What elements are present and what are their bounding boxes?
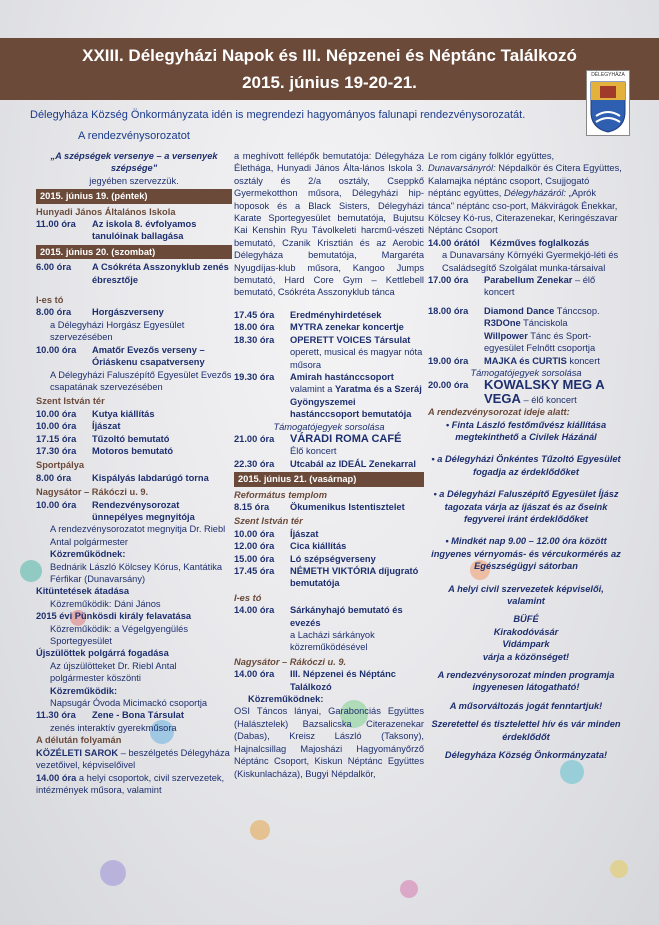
- event-item: 17.00 óra Parabellum Zenekar – élő koncert: [428, 275, 596, 298]
- event-desc: zenés interaktív gyerekműsora: [50, 722, 177, 733]
- note-invite: Szeretettel és tisztelettel hív és vár minden érdeklődőt: [431, 719, 621, 742]
- day-header-sunday: 2015. június 21. (vasárnap): [234, 472, 424, 486]
- event-desc: Élő koncert: [290, 446, 337, 457]
- event-desc: Az újszülötteket Dr. Riebl Antal polgármester köszönti: [50, 660, 177, 684]
- decor-bubble: [400, 880, 418, 898]
- note-firefighters: • a Délegyházi Önkéntes Tűzoltó Egyesület fogadja az érdeklődőket: [431, 454, 621, 477]
- event-item: 17.30 óra Motoros bemutató: [36, 445, 174, 456]
- header-title: XXIII. Délegyházi Napok és III. Népzenei és Néptánc Találkozó: [82, 46, 577, 65]
- location-ies-to: I-es tó: [234, 592, 262, 603]
- location-ies-to: I-es tó: [36, 295, 64, 306]
- intro-text: Délegyháza Község Önkormányzata idén is megrendezi hagyományos falunapi rendezvénysorozatát.: [30, 109, 526, 121]
- location-szent-istvan: Szent István tér: [234, 516, 303, 527]
- event-item: 19.00 óra MAJKA és CURTIS koncert: [428, 355, 600, 366]
- column-2: [234, 150, 424, 780]
- event-item: 17.15 óra Tűzoltó bemutató: [36, 433, 170, 444]
- location-nagysator: Nagysátor – Rákóczi u. 9.: [234, 656, 347, 667]
- contributors-label: Közreműködik:: [50, 685, 118, 696]
- public-corner: KÖZÉLETI SAROK – beszélgetés Délegyháza vezetőivel, képviselőivel: [36, 747, 230, 771]
- series-title: A rendezvénysorozatot: [78, 130, 190, 142]
- contributors-list: Napsugár Óvoda Micimackó csoportja: [50, 698, 208, 709]
- decor-bubble: [610, 860, 628, 878]
- event-desc: operett, musical és magyar nóta műsora: [290, 347, 423, 370]
- contributors-list: Közreműködik: Dáni János: [50, 598, 161, 609]
- event-item: 21.00 óra VÁRADI ROMA CAFÉ: [234, 432, 402, 445]
- event-item: 10.00 óra Íjászat: [36, 421, 121, 432]
- decor-bubble: [100, 860, 126, 886]
- event-item: 18.00 óra Diamond Dance Tánccsop.: [428, 305, 600, 316]
- location-nagysator: Nagysátor – Rákóczi u. 9.: [36, 487, 149, 498]
- event-item: 10.00 óra Kutya kiállítás: [36, 408, 155, 419]
- day-header-saturday: 2015. június 20. (szombat): [36, 245, 232, 259]
- event-item: 10.00 óra Íjászat: [234, 528, 319, 539]
- event-item: 17.45 óra Eredményhirdetések: [234, 309, 382, 320]
- event-item: 8.15 óra Ökumenikus Istentisztelet: [234, 501, 405, 512]
- event-item: 14.00 óra Sárkányhajó bemutató és evezés: [234, 605, 403, 628]
- location-sportpalya: Sportpálya: [36, 460, 85, 471]
- column-1: [36, 150, 232, 796]
- event-item: 17.45 óra NÉMETH VIKTÓRIA díjugrató bemutatója: [234, 566, 419, 589]
- page-header: [0, 38, 659, 100]
- performers-paragraph: a meghívott fellépők bemutatója: Délegyháza Élethága, Hunyadi János Álta-lános Iskola 3. osztály és 2/a osztály, Cseppkő Gyermekotthon műsora, Délegyházi hip-hoposok és a Black Sisters, Délegyházi Karate Sportegyesület bemutatója, Bujutsu Kai Kenshin Ryu Távolkeleti harcmű-vészeti bemutató, Czanik Krisztián és az Aerobic Délegyháza bemutatója, Margaréta Nyugdíjas-klub műsora, Kangoo Jumps bemutató, Hard Core Gym – Kettlebell bemutató, Csókréta Asszonyklub tánca: [234, 151, 424, 298]
- column-3: [428, 150, 624, 761]
- note-signature: Délegyháza Község Önkormányzata!: [444, 750, 608, 761]
- raffle-note: Támogatójegyek sorsolása: [470, 367, 582, 378]
- event-item: 18.30 óra OPERETT VOICES Társulat: [234, 334, 411, 345]
- contributors-label: Közreműködnek:: [248, 694, 324, 705]
- location-szent-istvan: Szent István tér: [36, 396, 105, 407]
- event-desc: a Dunavarsány Környéki Gyermekjó-léti és Családsegítő Szolgálat munka-társaival: [442, 250, 619, 273]
- decor-bubble: [250, 820, 270, 840]
- event-item: 8.00 óra Horgászverseny: [36, 307, 164, 318]
- event-item: 19.30 óra Amirah hastánccsoport: [234, 371, 394, 382]
- event-item: 14.00 órától Kézműves foglalkozás: [428, 237, 590, 248]
- event-item: Willpower Tánc és Sport-egyesület Felnőtt csoportja: [484, 330, 596, 354]
- contributors-list: Bednárik László Kölcsey Kórus, Kantátika Férfikar (Dunavarsány): [50, 561, 223, 584]
- event-item: 20.00 óra KOWALSKY MEG A VEGA – élő koncert: [428, 377, 605, 406]
- event-item: 15.00 óra Ló szépségverseny: [234, 553, 376, 564]
- newborn-title: Újszülöttek polgárrá fogadása: [36, 648, 169, 659]
- note-health: • Mindkét nap 9.00 – 12.00 óra között ingyenes vérnyomás- és vércukormérés az Egészségügyi sátorban: [431, 536, 621, 572]
- event-item: 14.00 óra a helyi csoportok, civil szervezetek, intézmények műsora, valamint: [36, 772, 225, 795]
- event-desc: valamint a Yaratma és a Szeráj Gyöngyszemei hastánccsoport bemutatója: [290, 384, 422, 420]
- event-desc: a Lacházi sárkányok közreműködésével: [290, 630, 375, 653]
- note-free: A rendezvénysorozat minden programja ingyenesen látogatható!: [437, 670, 615, 693]
- event-item: 10.00 óra Amatőr Evezős verseny – Óriáskenu csapatverseny: [36, 344, 205, 368]
- event-item: 8.00 óra Kispályás labdarúgó torna: [36, 472, 209, 483]
- event-item: 11.00 óra Az iskola 8. évfolyamos tanulóinak ballagása: [36, 219, 197, 242]
- event-item: 22.30 óra Utcabál az IDEÁL Zenekarral: [234, 458, 416, 469]
- awards-title: Kitüntetések átadása: [36, 586, 130, 597]
- event-desc: a Délegyházi Horgász Egyesület szervezésében: [50, 319, 185, 343]
- coat-of-arms: [586, 70, 630, 136]
- header-date: 2015. június 19-20-21.: [242, 73, 417, 92]
- event-item: 11.30 óra Zene - Bona Társulat: [36, 710, 184, 721]
- location-reformatus: Református templom: [234, 489, 327, 500]
- event-item: 14.00 óra III. Népzenei és Néptánc Találkozó: [234, 669, 396, 692]
- contest-title: „A szépségek versenye – a versenyek szépsége": [50, 151, 218, 174]
- note-archery: • a Délegyházi Faluszépítő Egyesület Íjász tagozata várja az íjászat és az őseink fegyverei iránt érdeklődőket: [433, 489, 619, 524]
- note-exhibition: • Finta László festőművész kiállítása megtekinthető a Civilek Házánál: [445, 419, 607, 442]
- contributors-label: Közreműködnek:: [50, 549, 126, 560]
- crest-label: DÉLEGYHÁZA: [591, 72, 625, 78]
- note-vidampark: Vidámpark: [502, 639, 550, 650]
- note-welcome: várja a közönséget!: [482, 651, 570, 662]
- groups-paragraph: Le rom cigány folklór együttes, Dunavarsányról: Népdalkör és Citera Együttes, Kalamajka néptánc csoport, Csujjogató néptánc együttes, Délegyházáról: „Aprók tánca" néptánc cso-port, Mákvirágok Énekkar, Kölcsey Kó-rus, Citerazenekar, Keringészavar Néptánc Csoport: [428, 151, 622, 236]
- event-item: 6.00 óra A Csókréta Asszonyklub zenés ébresztője: [36, 262, 229, 285]
- afternoon-title: A délután folyamán: [36, 735, 122, 746]
- event-desc: A Délegyházi Faluszépítő Egyesület Evezős csapatának szervezésében: [50, 369, 232, 392]
- during-title: A rendezvénysorozat ideje alatt:: [428, 407, 570, 418]
- note-civil: A helyi civil szervezetek képviselői, valamint: [448, 583, 604, 606]
- contributors-list: OSI Táncos lányai, Garabonciás Együttes (Halásztelek) Bazsalicska Citerazenekar (Dabas), Kreisz László (Taksony), Hajnalcsillag Majosházi Hagyományőrző Néptánc Csoport, Kiskun Néptánc Együttes (Kiskunlacháza), Bugyi Népdalkör,: [234, 706, 424, 779]
- day-header-friday: 2015. június 19. (péntek): [36, 189, 232, 203]
- note-kirakodo: Kirakodóvásár: [493, 626, 559, 637]
- contest-subtitle: jegyében szervezzük.: [89, 175, 179, 186]
- event-desc: A rendezvénysorozatot megnyitja Dr. Riebl Antal polgármester: [50, 524, 226, 547]
- pentecost-king-title: 2015 évi Pünkösdi király felavatása: [36, 611, 192, 622]
- crest-shield-icon: [588, 78, 628, 134]
- event-item: 18.00 óra MYTRA zenekar koncertje: [234, 322, 404, 333]
- contributors-list: Közreműködik: a Végelgyengülés Sportegyesület: [50, 623, 188, 647]
- event-item: 12.00 óra Cica kiállítás: [234, 541, 347, 552]
- note-changes: A műsorváltozás jogát fenntartjuk!: [449, 700, 603, 711]
- event-item: R3DOne Tánciskola: [484, 318, 568, 329]
- note-bufe: BÜFÉ: [513, 614, 539, 625]
- decor-bubble: [560, 760, 584, 784]
- event-item: 10.00 óra Rendezvénysorozat ünnepélyes megnyitója: [36, 499, 195, 522]
- location-hunyadi: Hunyadi János Általános Iskola: [36, 206, 176, 217]
- raffle-note: Támogatójegyek sorsolása: [273, 421, 385, 432]
